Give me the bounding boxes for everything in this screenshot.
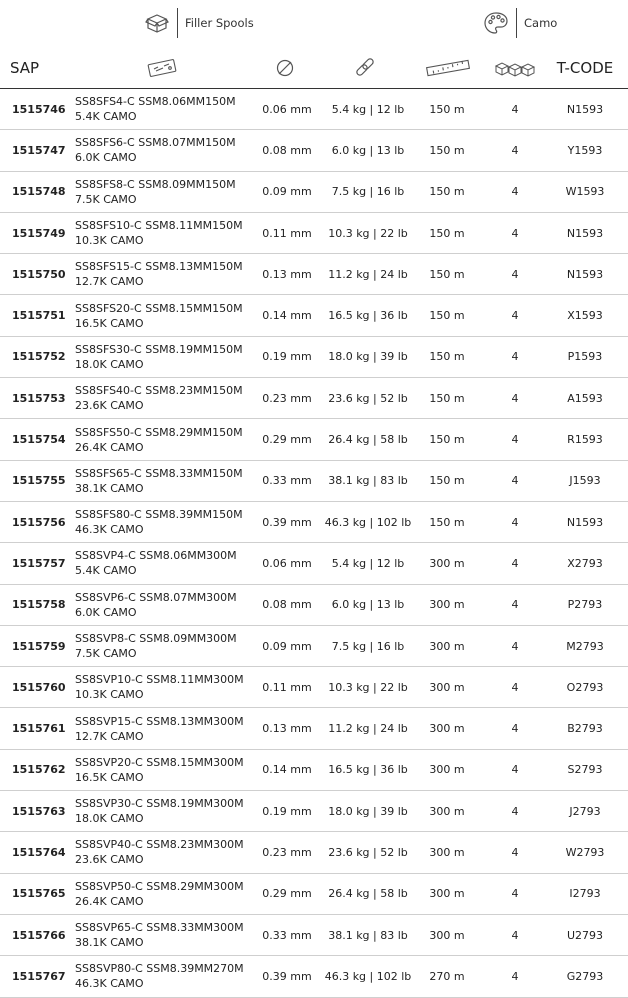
feature-bar [0,0,628,48]
sap-number: 1515749 [12,226,66,240]
table-row [0,89,628,130]
diameter-value: 0.08 mm [262,598,312,612]
table-row [0,172,628,213]
table-row [0,295,628,336]
tcode-value: G2793 [566,969,604,983]
quantity-value: 4 [511,680,519,694]
box-icon [143,9,171,37]
product-subtitle: 12.7K CAMO [75,729,144,743]
diameter-value: 0.19 mm [262,350,312,364]
product-subtitle: 46.3K CAMO [75,523,144,537]
breaking-strength-value: 38.1 kg | 83 lb [328,928,408,942]
product-subtitle: 7.5K CAMO [75,192,137,206]
product-code: SS8SVP8-C SSM8.09MM300M [75,632,237,645]
length-value: 300 m [429,598,465,612]
sap-number: 1515763 [12,804,66,818]
sap-number: 1515757 [12,556,66,570]
product-code: SS8SFS15-C SSM8.13MM150M [75,260,243,274]
breaking-strength-value: 7.5 kg | 16 lb [331,185,405,199]
table-row [0,874,628,915]
tcode-value: N1593 [566,515,604,529]
tcode-value: N1593 [566,102,604,116]
table-row [0,832,628,873]
length-value: 300 m [429,639,465,653]
product-subtitle: 23.6K CAMO [75,853,144,867]
sap-number: 1515747 [12,143,66,157]
boxes-icon [490,48,540,88]
tcode-value: J1593 [569,474,601,488]
product-description [75,874,244,914]
breaking-strength-value: 6.0 kg | 13 lb [331,598,405,612]
diameter-value: 0.23 mm [262,845,312,859]
table-row [0,543,628,584]
diameter-value: 0.29 mm [262,887,312,901]
product-code: SS8SFS40-C SSM8.23MM150M [75,384,243,398]
diameter-value: 0.13 mm [262,267,312,281]
product-subtitle: 23.6K CAMO [75,399,144,413]
chain-link-icon [350,48,380,88]
diameter-value: 0.33 mm [262,928,312,942]
length-value: 150 m [429,226,465,240]
length-value: 150 m [429,350,465,364]
tcode-value: N1593 [566,226,604,240]
product-code: SS8SFS80-C SSM8.39MM150M [75,508,243,522]
quantity-value: 4 [511,969,519,983]
product-subtitle: 26.4K CAMO [75,440,144,454]
feature-camo [482,7,557,39]
product-description [75,956,244,996]
table-row [0,419,628,460]
breaking-strength-value: 23.6 kg | 52 lb [328,391,408,405]
diameter-value: 0.39 mm [262,969,312,983]
table-row [0,213,628,254]
breaking-strength-value: 46.3 kg | 102 lb [324,969,412,983]
length-value: 150 m [429,185,465,199]
quantity-value: 4 [511,845,519,859]
quantity-value: 4 [511,102,519,116]
length-value: 300 m [429,763,465,777]
product-code: SS8SFS30-C SSM8.19MM150M [75,342,243,356]
product-description [75,708,244,748]
table-row [0,667,628,708]
tcode-value: X1593 [567,309,603,323]
diameter-value: 0.08 mm [262,143,312,157]
tcode-value: S2793 [567,763,603,777]
feature-label: Filler Spools [185,16,254,30]
sap-number: 1515761 [12,722,66,736]
product-subtitle: 10.3K CAMO [75,688,144,702]
breaking-strength-value: 5.4 kg | 12 lb [331,556,405,570]
tcode-value: W2793 [565,845,605,859]
diameter-value: 0.39 mm [262,515,312,529]
product-description [75,213,243,253]
product-subtitle: 26.4K CAMO [75,894,144,908]
product-code: SS8SFS6-C SSM8.07MM150M [75,136,236,150]
ruler-icon [422,48,474,88]
sap-number: 1515746 [12,102,66,116]
product-subtitle: 38.1K CAMO [75,481,144,495]
product-subtitle: 5.4K CAMO [75,110,137,124]
product-description [75,667,244,707]
tcode-value: Y1593 [567,143,603,157]
diameter-value: 0.29 mm [262,433,312,447]
tcode-value: P2793 [567,598,603,612]
divider [177,8,178,38]
product-code: SS8SVP80-C SSM8.39MM270M [75,962,244,976]
table-row [0,750,628,791]
product-code: SS8SVP6-C SSM8.07MM300M [75,590,237,604]
diameter-value: 0.09 mm [262,185,312,199]
length-value: 150 m [429,143,465,157]
tcode-value: X2793 [567,556,603,570]
tcode-value: O2793 [566,680,604,694]
tcode-value: P1593 [567,350,603,364]
diameter-value: 0.09 mm [262,639,312,653]
tcode-value: B2793 [567,722,603,736]
diameter-icon [270,48,300,88]
breaking-strength-value: 23.6 kg | 52 lb [328,845,408,859]
sap-number: 1515753 [12,391,66,405]
length-value: 300 m [429,556,465,570]
product-subtitle: 18.0K CAMO [75,357,144,371]
divider [516,8,517,38]
quantity-value: 4 [511,556,519,570]
length-value: 150 m [429,309,465,323]
sap-number: 1515756 [12,515,66,529]
product-table-body [0,89,628,998]
tcode-value: J2793 [569,804,601,818]
length-value: 300 m [429,845,465,859]
product-description [75,750,244,790]
breaking-strength-value: 10.3 kg | 22 lb [328,226,408,240]
length-value: 300 m [429,680,465,694]
quantity-value: 4 [511,226,519,240]
breaking-strength-value: 11.2 kg | 24 lb [328,267,408,281]
product-subtitle: 12.7K CAMO [75,275,144,289]
table-row [0,254,628,295]
sap-number: 1515752 [12,350,66,364]
product-description [75,89,236,129]
length-value: 150 m [429,515,465,529]
product-description [75,502,243,542]
diameter-value: 0.11 mm [262,226,312,240]
diameter-value: 0.06 mm [262,556,312,570]
product-description [75,915,244,955]
column-header-tcode [552,48,618,88]
length-value: 150 m [429,474,465,488]
quantity-value: 4 [511,185,519,199]
quantity-value: 4 [511,474,519,488]
diameter-value: 0.19 mm [262,804,312,818]
sap-number: 1515762 [12,763,66,777]
table-row [0,378,628,419]
feature-filler-spools [143,7,254,39]
table-row [0,791,628,832]
length-value: 270 m [429,969,465,983]
product-code: SS8SVP4-C SSM8.06MM300M [75,549,237,563]
tcode-value: A1593 [567,391,603,405]
diameter-value: 0.23 mm [262,391,312,405]
breaking-strength-value: 16.5 kg | 36 lb [328,763,408,777]
product-description [75,626,237,666]
quantity-value: 4 [511,309,519,323]
diameter-value: 0.13 mm [262,722,312,736]
tcode-value: R1593 [567,433,603,447]
column-header-sap [10,48,60,88]
breaking-strength-value: 6.0 kg | 13 lb [331,143,405,157]
breaking-strength-value: 5.4 kg | 12 lb [331,102,405,116]
sap-number: 1515767 [12,969,66,983]
product-description [75,832,244,872]
sap-number: 1515766 [12,928,66,942]
product-description [75,337,243,377]
diameter-value: 0.11 mm [262,680,312,694]
product-subtitle: 16.5K CAMO [75,770,144,784]
product-description [75,791,244,831]
table-row [0,461,628,502]
product-code: SS8SVP10-C SSM8.11MM300M [75,673,244,687]
product-description [75,543,237,583]
product-code: SS8SVP15-C SSM8.13MM300M [75,714,244,728]
product-subtitle: 6.0K CAMO [75,151,137,165]
length-value: 300 m [429,887,465,901]
quantity-value: 4 [511,887,519,901]
length-value: 300 m [429,928,465,942]
tcode-value: I2793 [569,887,601,901]
product-description [75,585,237,625]
product-code: SS8SFS4-C SSM8.06MM150M [75,95,236,109]
diameter-value: 0.14 mm [262,309,312,323]
length-value: 150 m [429,102,465,116]
product-description [75,254,243,294]
table-row [0,708,628,749]
tcode-value: U2793 [566,928,604,942]
product-code: SS8SFS8-C SSM8.09MM150M [75,177,236,191]
sap-number: 1515755 [12,474,66,488]
breaking-strength-value: 10.3 kg | 22 lb [328,680,408,694]
sap-number: 1515764 [12,845,66,859]
product-subtitle: 16.5K CAMO [75,316,144,330]
sap-number: 1515750 [12,267,66,281]
product-description [75,419,243,459]
quantity-value: 4 [511,515,519,529]
tcode-value: W1593 [565,185,605,199]
breaking-strength-value: 38.1 kg | 83 lb [328,474,408,488]
tcode-value: M2793 [566,639,604,653]
breaking-strength-value: 7.5 kg | 16 lb [331,639,405,653]
breaking-strength-value: 18.0 kg | 39 lb [328,804,408,818]
product-description [75,130,236,170]
product-code: SS8SVP30-C SSM8.19MM300M [75,797,244,811]
quantity-value: 4 [511,267,519,281]
table-row [0,585,628,626]
product-code: SS8SVP65-C SSM8.33MM300M [75,921,244,935]
sap-number: 1515751 [12,309,66,323]
sap-number: 1515758 [12,598,66,612]
sap-number: 1515759 [12,639,66,653]
product-subtitle: 10.3K CAMO [75,234,144,248]
product-code: SS8SFS20-C SSM8.15MM150M [75,301,243,315]
sap-number: 1515748 [12,185,66,199]
product-subtitle: 38.1K CAMO [75,936,144,950]
tcode-value: N1593 [566,267,604,281]
quantity-value: 4 [511,928,519,942]
breaking-strength-value: 26.4 kg | 58 lb [328,887,408,901]
product-description [75,295,243,335]
quantity-value: 4 [511,143,519,157]
product-code: SS8SVP50-C SSM8.29MM300M [75,879,244,893]
quantity-value: 4 [511,639,519,653]
length-value: 150 m [429,391,465,405]
table-row [0,502,628,543]
sap-number: 1515760 [12,680,66,694]
diameter-value: 0.33 mm [262,474,312,488]
quantity-value: 4 [511,763,519,777]
diameter-value: 0.14 mm [262,763,312,777]
product-code: SS8SFS10-C SSM8.11MM150M [75,219,243,233]
product-description [75,378,243,418]
product-code: SS8SFS50-C SSM8.29MM150M [75,425,243,439]
length-value: 300 m [429,722,465,736]
product-description [75,172,236,212]
quantity-value: 4 [511,722,519,736]
quantity-value: 4 [511,391,519,405]
length-value: 300 m [429,804,465,818]
sap-header-label: SAP [10,59,40,77]
breaking-strength-value: 26.4 kg | 58 lb [328,433,408,447]
product-subtitle: 7.5K CAMO [75,647,137,660]
table-header [0,48,628,89]
table-row [0,130,628,171]
tcode-header-label: T-CODE [556,59,614,77]
table-row [0,337,628,378]
sap-number: 1515754 [12,433,66,447]
product-description [75,461,243,501]
feature-label: Camo [524,16,558,30]
table-row [0,915,628,956]
label-tag-icon [140,48,184,88]
quantity-value: 4 [511,804,519,818]
length-value: 150 m [429,267,465,281]
diameter-value: 0.06 mm [262,102,312,116]
breaking-strength-value: 46.3 kg | 102 lb [324,515,412,529]
product-subtitle: 46.3K CAMO [75,977,144,991]
breaking-strength-value: 11.2 kg | 24 lb [328,722,408,736]
breaking-strength-value: 18.0 kg | 39 lb [328,350,408,364]
product-subtitle: 5.4K CAMO [75,564,137,578]
quantity-value: 4 [511,350,519,364]
breaking-strength-value: 16.5 kg | 36 lb [328,309,408,323]
quantity-value: 4 [511,433,519,447]
palette-icon [482,9,510,37]
product-code: SS8SFS65-C SSM8.33MM150M [75,466,243,480]
product-code: SS8SVP20-C SSM8.15MM300M [75,755,244,769]
length-value: 150 m [429,433,465,447]
table-row [0,956,628,997]
product-subtitle: 18.0K CAMO [75,812,144,826]
product-code: SS8SVP40-C SSM8.23MM300M [75,838,244,852]
sap-number: 1515765 [12,887,66,901]
table-row [0,626,628,667]
product-subtitle: 6.0K CAMO [75,605,137,619]
quantity-value: 4 [511,598,519,612]
